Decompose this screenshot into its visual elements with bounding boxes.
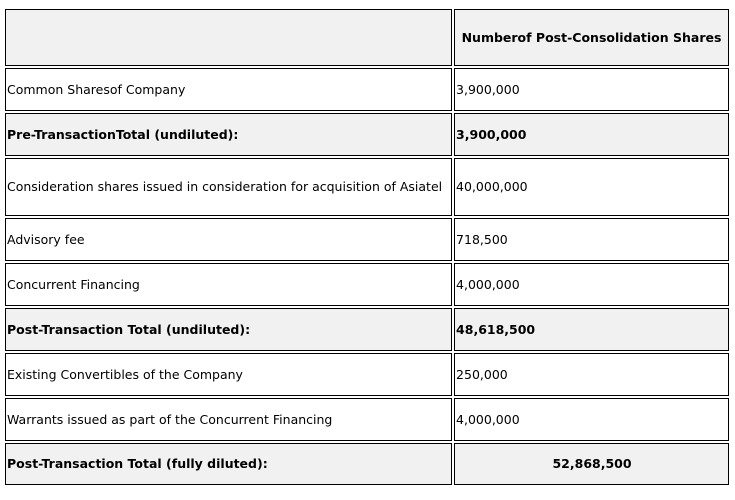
share-capitalization-table [3, 7, 731, 487]
row-value: 718,500 [454, 218, 729, 261]
row-label: Consideration shares issued in consideration for acquisition of Asiatel [5, 158, 452, 216]
header-label-cell [5, 9, 452, 66]
row-value: 52,868,500 [454, 443, 729, 485]
table-row-common-shares [5, 68, 729, 111]
row-value: 4,000,000 [454, 398, 729, 441]
table-row-advisory-fee [5, 218, 729, 261]
row-label: Common Sharesof Company [5, 68, 452, 111]
row-label: Concurrent Financing [5, 263, 452, 306]
table-row-consideration-shares [5, 158, 729, 216]
row-value: 3,900,000 [454, 68, 729, 111]
table-row-concurrent-financing [5, 263, 729, 306]
row-label: Existing Convertibles of the Company [5, 353, 452, 396]
table-row-existing-convertibles [5, 353, 729, 396]
row-label: Warrants issued as part of the Concurrent Financing [5, 398, 452, 441]
row-value: 3,900,000 [454, 113, 729, 156]
table-row-warrants [5, 398, 729, 441]
header-shares-column-title: Numberof Post-Consolidation Shares [454, 9, 729, 66]
table-row-post-transaction-total-fully-diluted [5, 443, 729, 485]
row-value: 250,000 [454, 353, 729, 396]
row-value: 4,000,000 [454, 263, 729, 306]
row-label: Post-Transaction Total (fully diluted): [5, 443, 452, 485]
row-value: 40,000,000 [454, 158, 729, 216]
row-label: Post-Transaction Total (undiluted): [5, 308, 452, 351]
table-row-pre-transaction-total [5, 113, 729, 156]
table-header-row [5, 9, 729, 66]
row-label: Pre-TransactionTotal (undiluted): [5, 113, 452, 156]
table-row-post-transaction-total-undiluted [5, 308, 729, 351]
row-value: 48,618,500 [454, 308, 729, 351]
row-label: Advisory fee [5, 218, 452, 261]
